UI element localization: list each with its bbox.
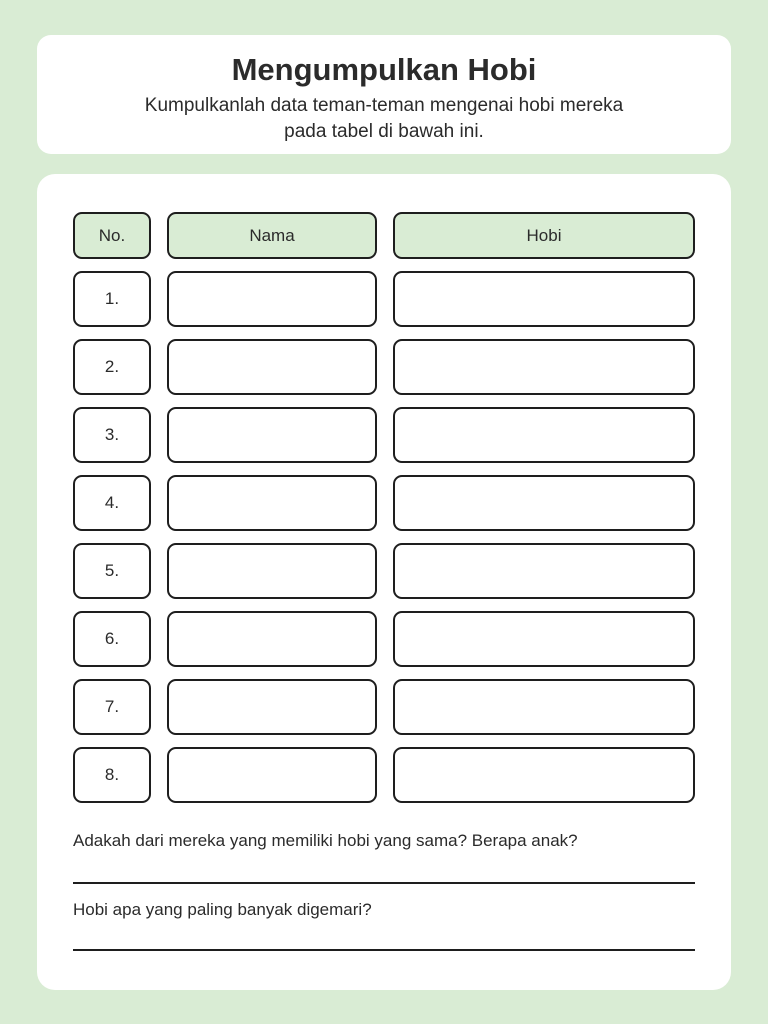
page-subtitle: Kumpulkanlah data teman-teman mengenai hobi mereka pada tabel di bawah ini. [144,95,624,142]
hobi-field[interactable] [393,611,695,667]
answer-line-same-hobby[interactable] [73,882,695,884]
row-number-cell: 6. [73,611,151,667]
nama-field[interactable] [167,747,377,803]
hobi-field[interactable] [393,543,695,599]
hobi-field[interactable] [393,271,695,327]
row-number-cell: 3. [73,407,151,463]
nama-field[interactable] [167,339,377,395]
answer-line-most-popular-hobby[interactable] [73,949,695,951]
hobi-field[interactable] [393,747,695,803]
hobi-field[interactable] [393,407,695,463]
row-number-cell: 8. [73,747,151,803]
question-most-popular-hobby: Hobi apa yang paling banyak digemari? [73,900,372,919]
nama-field[interactable] [167,543,377,599]
table-header-nama: Nama [167,212,377,259]
worksheet-card [37,174,731,990]
hobi-field[interactable] [393,679,695,735]
row-number-cell: 1. [73,271,151,327]
hobi-field[interactable] [393,475,695,531]
nama-field[interactable] [167,407,377,463]
row-number-cell: 2. [73,339,151,395]
hobi-field[interactable] [393,339,695,395]
question-same-hobby: Adakah dari mereka yang memiliki hobi yang sama? Berapa anak? [73,831,578,850]
row-number-cell: 5. [73,543,151,599]
nama-field[interactable] [167,271,377,327]
table-header-no: No. [73,212,151,259]
row-number-cell: 4. [73,475,151,531]
nama-field[interactable] [167,679,377,735]
header-card [37,35,731,154]
nama-field[interactable] [167,611,377,667]
row-number-cell: 7. [73,679,151,735]
page-title: Mengumpulkan Hobi [231,52,537,87]
table-header-hobi: Hobi [393,212,695,259]
nama-field[interactable] [167,475,377,531]
